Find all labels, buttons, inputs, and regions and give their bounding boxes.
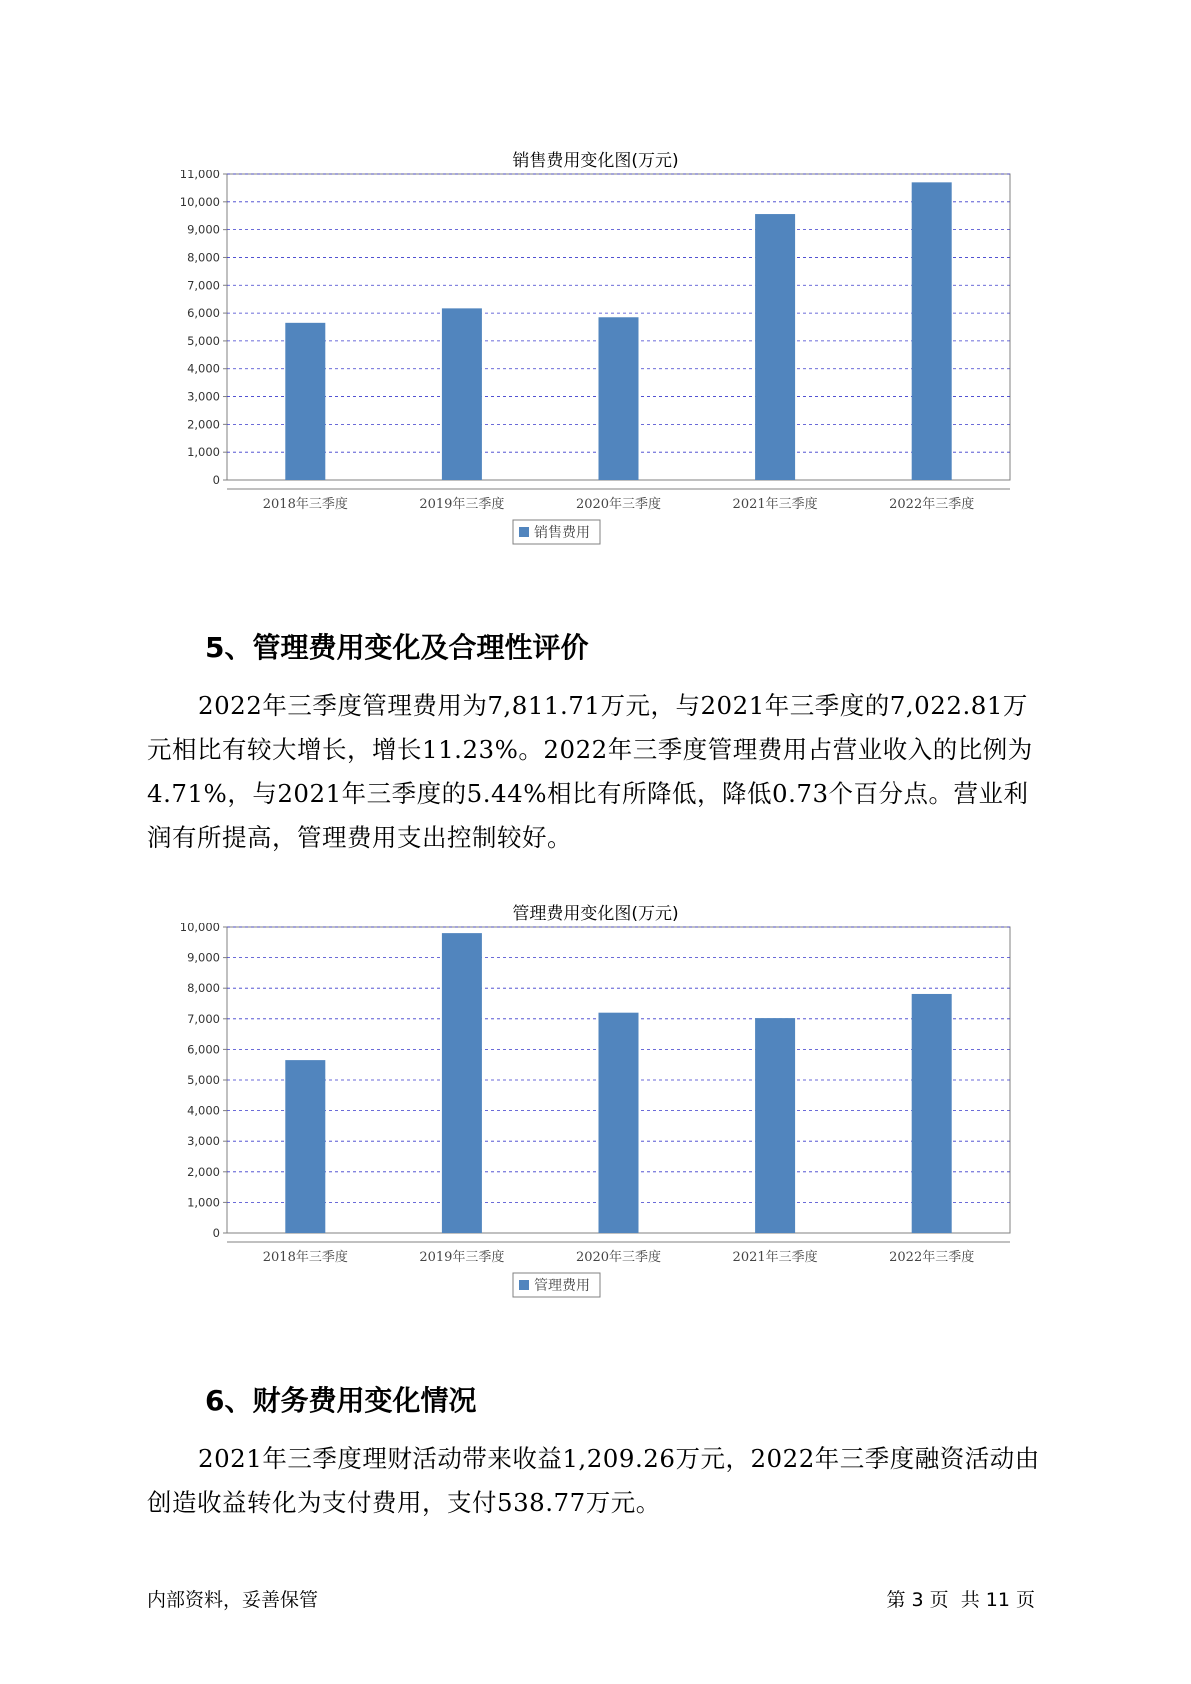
sales-chart-bar — [442, 308, 482, 480]
admin-chart-bar — [599, 1013, 639, 1233]
sales-chart-category-label: 2021年三季度 — [732, 497, 818, 512]
sales-chart-bar — [755, 214, 795, 480]
sales-chart-category-label: 2019年三季度 — [419, 497, 505, 512]
sales-chart-ytick-label: 2,000 — [187, 417, 220, 432]
admin-chart-ytick-label: 5,000 — [187, 1073, 220, 1087]
sales-chart-category-label: 2018年三季度 — [262, 497, 348, 512]
admin-chart-bar — [912, 994, 952, 1233]
sales-chart-ytick-label: 0 — [212, 473, 220, 487]
section5-heading: 5、管理费用变化及合理性评价 — [205, 631, 589, 664]
sales-expense-chart — [150, 170, 1020, 570]
admin-chart-ytick-label: 1,000 — [187, 1195, 220, 1210]
admin-chart-ytick-label: 9,000 — [187, 950, 220, 965]
admin-chart-ytick-label: 7,000 — [187, 1011, 220, 1026]
admin-chart-ytick-label: 8,000 — [187, 981, 220, 996]
admin-expense-chart-svg — [150, 923, 1020, 1323]
section5-paragraph: 2022年三季度管理费用为7,811.71万元，与2021年三季度的7,022.81万元相比有较大增长，增长11.23%。2022年三季度管理费用占营业收入的比例为4.71%，与2021年三季度的5.44%相比有所降低，降低0.73个百分点。营业利润有所提高，管理费用支出控制较好。 — [147, 691, 1033, 852]
admin-chart-category-label: 2021年三季度 — [732, 1250, 818, 1265]
section6-heading: 6、财务费用变化情况 — [205, 1384, 477, 1417]
admin-chart-ytick-label: 10,000 — [179, 923, 220, 934]
sales-chart-bar — [912, 182, 952, 480]
admin-chart-category-label: 2020年三季度 — [575, 1250, 662, 1265]
sales-chart-ytick-label: 7,000 — [187, 278, 220, 293]
admin-chart-ytick-label: 3,000 — [187, 1134, 220, 1149]
admin-chart-legend-swatch — [519, 1280, 529, 1290]
footer-confidential: 内部资料，妥善保管 — [147, 1589, 319, 1611]
sales-chart-category-label: 2022年三季度 — [889, 497, 975, 512]
admin-chart-ytick-label: 6,000 — [187, 1042, 220, 1057]
sales-chart-title: 销售费用变化图(万元) — [512, 151, 679, 171]
sales-chart-legend-label: 销售费用 — [534, 525, 590, 541]
section6-paragraph: 2021年三季度理财活动带来收益1,209.26万元，2022年三季度融资活动由创造收益转化为支付费用，支付538.77万元。 — [147, 1444, 1040, 1517]
admin-chart-ytick-label: 0 — [212, 1226, 220, 1240]
admin-chart-ytick-label: 4,000 — [187, 1103, 220, 1118]
admin-chart-title: 管理费用变化图(万元) — [512, 904, 679, 924]
sales-chart-ytick-label: 11,000 — [179, 170, 220, 181]
admin-chart-category-label: 2019年三季度 — [419, 1250, 505, 1265]
sales-chart-bar — [285, 323, 325, 480]
sales-chart-ytick-label: 8,000 — [187, 250, 220, 265]
footer-page-number: 第 3 页 共 11 页 — [886, 1589, 1035, 1611]
sales-chart-category-label: 2020年三季度 — [575, 497, 662, 512]
admin-chart-bar — [442, 933, 482, 1233]
sales-chart-ytick-label: 1,000 — [187, 445, 220, 460]
admin-chart-ytick-label: 2,000 — [187, 1164, 220, 1179]
sales-expense-chart-svg — [150, 170, 1020, 570]
admin-chart-category-label: 2018年三季度 — [262, 1250, 348, 1265]
sales-chart-ytick-label: 4,000 — [187, 361, 220, 376]
admin-expense-chart — [150, 923, 1020, 1323]
sales-chart-ytick-label: 9,000 — [187, 222, 220, 237]
sales-chart-ytick-label: 6,000 — [187, 306, 220, 321]
admin-chart-bar — [755, 1018, 795, 1233]
admin-chart-bar — [285, 1060, 325, 1233]
sales-chart-ytick-label: 3,000 — [187, 389, 220, 404]
admin-chart-category-label: 2022年三季度 — [889, 1250, 975, 1265]
sales-chart-ytick-label: 10,000 — [179, 194, 220, 209]
admin-chart-legend-label: 管理费用 — [534, 1278, 590, 1294]
sales-chart-ytick-label: 5,000 — [187, 333, 220, 348]
sales-chart-bar — [599, 317, 639, 480]
sales-chart-legend-swatch — [519, 527, 529, 537]
